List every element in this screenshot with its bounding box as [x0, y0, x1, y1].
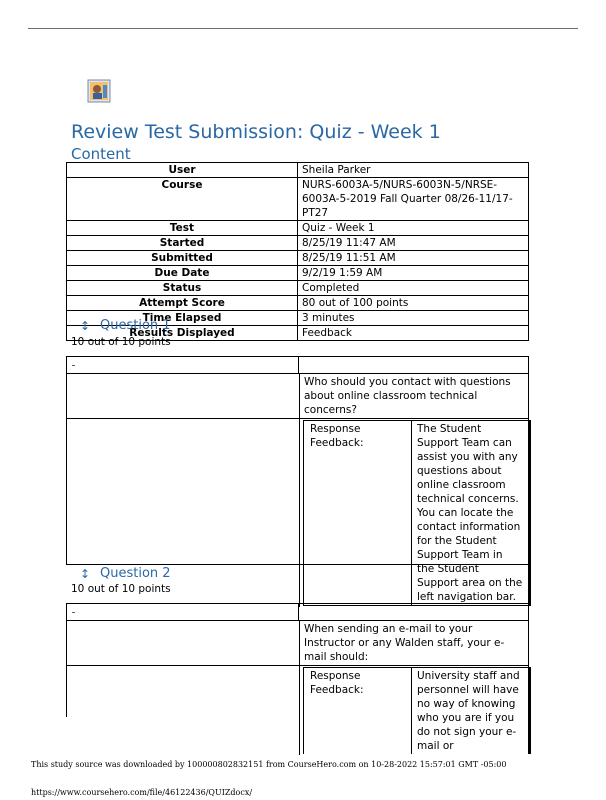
question-1-points: 10 out of 10 points [71, 336, 171, 348]
anchor-link[interactable] [72, 612, 75, 613]
question-2-heading[interactable] [80, 566, 171, 581]
info-row-test: Test Quiz - Week 1 [67, 221, 529, 236]
page-title: Review Test Submission: Quiz - Week 1 [71, 121, 441, 143]
source-url[interactable]: https://www.coursehero.com/file/46122436/QUIZdocx/ [31, 788, 253, 797]
feedback-table [303, 667, 531, 754]
question-2-feedback-row [67, 666, 528, 755]
top-divider [28, 28, 578, 29]
question-2-text-row [67, 621, 528, 666]
submission-info-table [66, 162, 529, 341]
info-row-due-date: Due Date 9/2/19 1:59 AM [67, 266, 529, 281]
question-1-text: Who should you contact with questions about online classroom technical concerns? [299, 374, 528, 418]
info-row-results-displayed: Results Displayed Feedback [67, 326, 529, 341]
question-1-header-row [67, 357, 528, 374]
info-row-started: Started 8/25/19 11:47 AM [67, 236, 529, 251]
feedback-label: Response Feedback: [304, 668, 412, 754]
info-row-course: Course NURS-6003A-5/NURS-6003N-5/NRSE-6003A-5-2019 Fall Quarter 08/26-11/17-PT27 [67, 178, 529, 221]
feedback-text: The Student Support Team can assist you with any questions about online classroom technical concerns. You can locate the contact information for the Student Support Team in the Student Support area on the left navigation bar. [412, 421, 530, 605]
info-row-status: Status Completed [67, 281, 529, 296]
question-2-text: When sending an e-mail to your Instructor or any Walden staff, your e-mail should: [299, 621, 528, 665]
info-row-user: User Sheila Parker [67, 163, 529, 178]
question-1-text-row [67, 374, 528, 419]
question-2-title: Question 2 [100, 566, 171, 581]
info-row-submitted: Submitted 8/25/19 11:51 AM [67, 251, 529, 266]
question-2-box [66, 603, 529, 752]
anchor-link[interactable] [72, 365, 75, 366]
question-1-title: Question 1 [100, 318, 171, 333]
download-notice: This study source was downloaded by 100000802832151 from CourseHero.com on 10-28-2022 15:57:01 GMT -05:00 [31, 760, 507, 769]
question-2-points: 10 out of 10 points [71, 583, 171, 595]
up-down-arrow-icon: ↕ [80, 566, 91, 581]
content-heading: Content [71, 145, 131, 163]
feedback-table [303, 420, 531, 606]
up-down-arrow-icon: ↕ [80, 318, 91, 333]
question-1-heading[interactable] [80, 318, 171, 333]
info-row-time-elapsed: Time Elapsed 3 minutes [67, 311, 529, 326]
feedback-text: University staff and personnel will have no way of knowing who you are if you do not sign your e-mail or [412, 668, 530, 754]
user-profile-icon [87, 79, 111, 103]
question-2-header-row [67, 604, 528, 621]
info-row-attempt-score: Attempt Score 80 out of 100 points [67, 296, 529, 311]
feedback-label: Response Feedback: [304, 421, 412, 605]
